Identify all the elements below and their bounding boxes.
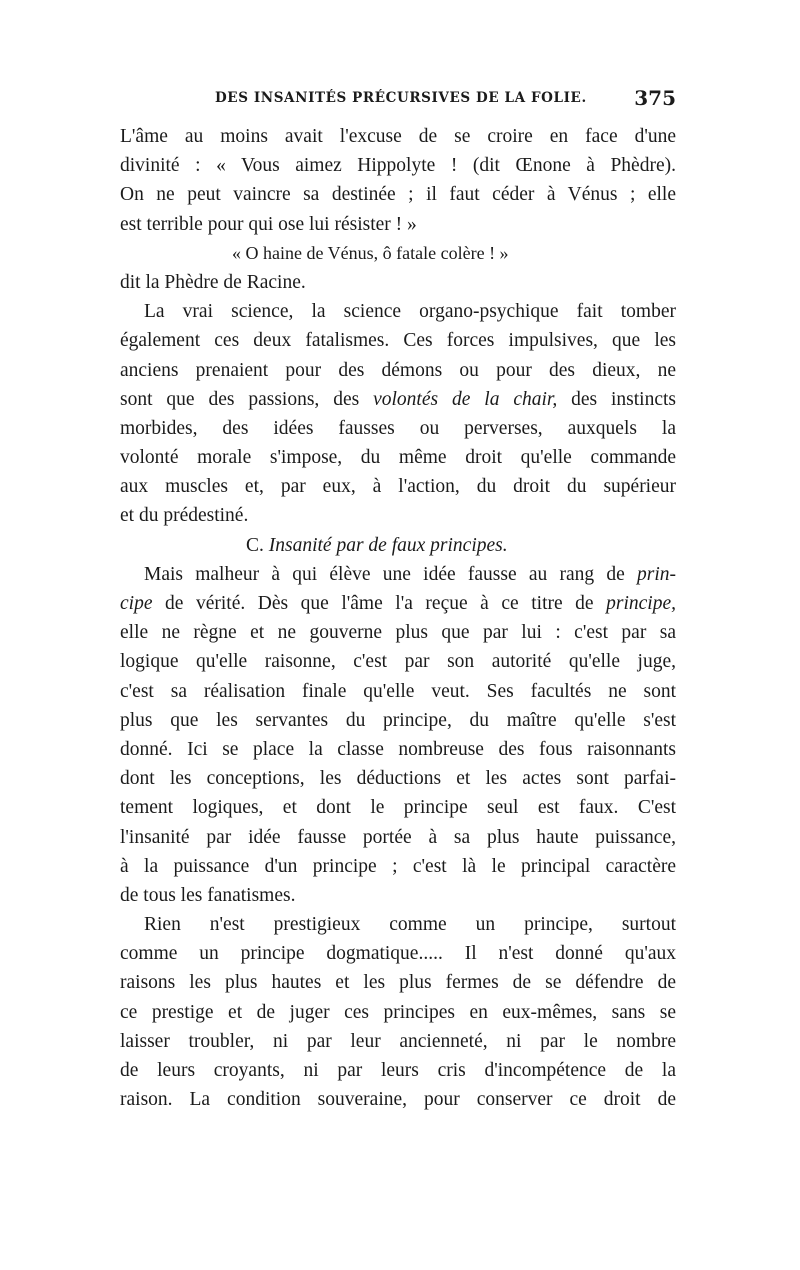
book-page	[120, 88, 676, 1114]
italic-word: prin-	[637, 563, 676, 585]
text-line: l'insanité par idée fausse portée à sa plus haute puissance,	[120, 826, 676, 848]
text-line: à la puissance d'un principe ; c'est là le principal caractère	[120, 855, 676, 877]
text-line: est terrible pour qui ose lui résister ! »	[120, 213, 417, 235]
text-line: logique qu'elle raisonne, c'est par son autorité qu'elle juge,	[120, 651, 676, 673]
text-run: de vérité. Dès que l'âme l'a reçue à ce titre de	[152, 593, 607, 614]
text-line: raisons les plus hautes et les plus fermes de se défendre de	[120, 972, 676, 994]
text-line	[120, 385, 676, 414]
running-title: DES INSANITÉS PRÉCURSIVES DE LA FOLIE.	[215, 90, 587, 106]
text-line: laisser troubler, ni par leur ancienneté, ni par le nombre	[120, 1030, 676, 1052]
text-line: volonté morale s'impose, du même droit qu'elle commande	[120, 447, 676, 469]
section-title: Insanité par de faux principes.	[268, 534, 508, 556]
text-run: des instincts	[557, 388, 677, 410]
text-line: Rien n'est prestigieux comme un principe, surtout	[144, 914, 676, 936]
text-line: La vrai science, la science organo-psychique fait tomber	[144, 301, 676, 323]
text-line: raison. La condition souveraine, pour conserver ce droit de	[120, 1089, 676, 1111]
italic-phrase: volontés de la chair,	[373, 388, 558, 410]
text-line: On ne peut vaincre sa destinée ; il faut céder à Vénus ; elle	[120, 184, 676, 206]
italic-word: cipe	[120, 593, 153, 614]
text-line: c'est sa réalisation finale qu'elle veut. Ses facultés ne sont	[120, 680, 676, 702]
text-line: aux muscles et, par eux, à l'action, du droit du supérieur	[120, 476, 676, 498]
text-line: elle ne règne et ne gouverne plus que par lui : c'est par sa	[120, 622, 676, 644]
text-line: de leurs croyants, ni par leurs cris d'incompétence de la	[120, 1060, 676, 1081]
text-line	[120, 560, 676, 589]
running-head	[120, 88, 676, 122]
text-line: morbides, des idées fausses ou perverses, auxquels la	[120, 417, 676, 439]
text-line: anciens prenaient pour des démons ou pour des dieux, ne	[120, 359, 676, 381]
text-line: comme un principe dogmatique..... Il n'est donné qu'aux	[120, 943, 676, 965]
section-heading	[120, 531, 676, 560]
text-line: tement logiques, et dont le principe seul est faux. C'est	[120, 797, 676, 819]
page-number: 375	[634, 86, 676, 110]
text-line: de tous les fanatismes.	[120, 884, 296, 906]
section-letter: C.	[246, 534, 269, 556]
text-line: également ces deux fatalismes. Ces forces impulsives, que les	[120, 330, 676, 352]
text-line: L'âme au moins avait l'excuse de se croire en face d'une	[120, 126, 676, 147]
text-line: dit la Phèdre de Racine.	[120, 271, 306, 293]
text-line: dont les conceptions, les déductions et les actes sont parfai-	[120, 768, 676, 790]
verse-quote: « O haine de Vénus, ô fatale colère ! »	[232, 242, 509, 263]
text-line: et du prédestiné.	[120, 505, 249, 527]
italic-word: principe,	[606, 593, 676, 614]
text-line: plus que les servantes du principe, du maître qu'elle s'est	[120, 709, 676, 731]
text-line	[120, 589, 676, 618]
text-run: sont que des passions, des	[120, 388, 374, 410]
body-text	[120, 122, 676, 1114]
text-line: divinité : « Vous aimez Hippolyte ! (dit Œnone à Phèdre).	[120, 155, 676, 177]
text-line: ce prestige et de juger ces principes en eux-mêmes, sans se	[120, 1001, 676, 1023]
text-run: Mais malheur à qui élève une idée fausse au rang de	[144, 563, 637, 585]
text-line: donné. Ici se place la classe nombreuse des fous raisonnants	[120, 738, 676, 760]
